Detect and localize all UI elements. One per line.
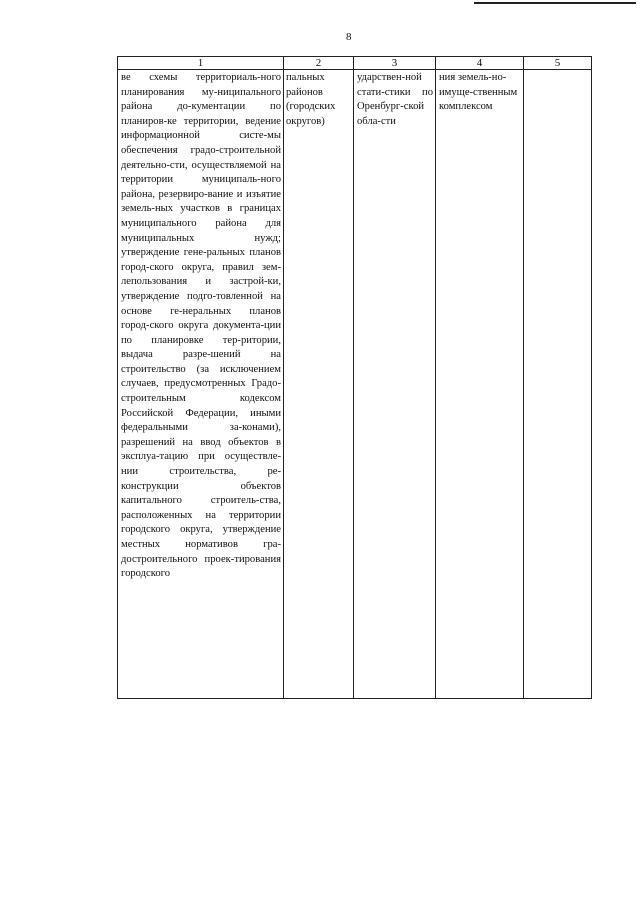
top-rule	[474, 2, 636, 4]
cell-text-col-1: ве схемы территориаль-ного планирования му-ниципального района до-кументации по планиров-ке территории, ведение информационной систе-мы обеспечения градо-строительной деятельно-сти, осуществляемой на территории муниципаль-ного района, резервиро-вание и изъятие земель-ных участков в границах муниципального района для муниципальных нужд; утверждение гене-ральных планов город-ского округа, правил зем-лепользования и застрой-ки, утверждение подго-товленной на основе ге-неральных планов город-ского округа документа-ции по планировке тер-ритории, выдача разре-шений на строительство (за исключением случаев, предусмотренных Градо-строительным кодексом Российской Федерации, иными федеральными за-конами), разрешений на ввод объектов в эксплуа-тацию при осуществле-нии строительства, ре-конструкции объектов капитального строитель-ства, расположенных на территории городского округа, утверждение местных нормативов гра-достроительного проек-тирования городского	[121, 72, 281, 580]
column-header-5: 5	[524, 57, 592, 70]
page-number: 8	[346, 31, 352, 43]
cell-text-col-3: ударствен-ной стати-стики по Оренбург-ской обла-сти	[357, 72, 433, 127]
table-row	[118, 70, 592, 699]
column-header-3: 3	[354, 57, 436, 70]
cell-col-4	[436, 70, 524, 699]
table-header-row	[118, 57, 592, 70]
column-header-1: 1	[118, 57, 284, 70]
column-header-4: 4	[436, 57, 524, 70]
cell-col-3	[354, 70, 436, 699]
document-table	[117, 56, 592, 699]
cell-text-col-4: ния земель-но-имуще-ственным комплексом	[439, 72, 518, 113]
column-header-2: 2	[284, 57, 354, 70]
cell-text-col-2: пальных районов (городских округов)	[286, 72, 336, 127]
cell-col-1	[118, 70, 284, 699]
cell-text-col-5	[524, 70, 591, 71]
cell-col-2	[284, 70, 354, 699]
cell-col-5	[524, 70, 592, 699]
